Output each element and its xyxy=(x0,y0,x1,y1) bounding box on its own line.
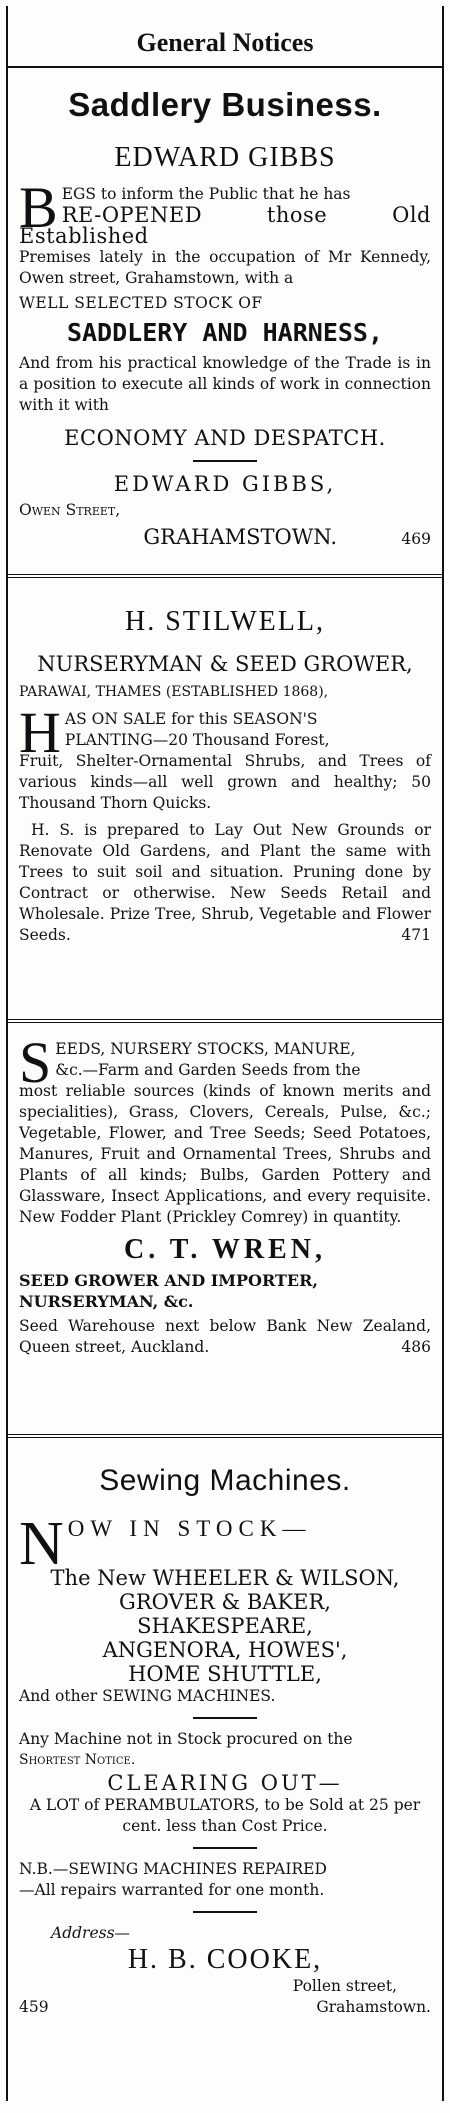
ad-sewing xyxy=(8,1438,442,2018)
intro-paragraph xyxy=(19,1030,431,1228)
notice-line: Any Machine not in Stock procured on the xyxy=(19,1730,353,1748)
signature-street: Owen Street, xyxy=(19,501,121,519)
notice-line-2: Shortest Notice. xyxy=(19,1752,136,1768)
ad-heading: Sewing Machines. xyxy=(99,1464,351,1497)
intro-line: PLANTING—20 Thousand Forest, xyxy=(64,731,330,749)
pram-line: A LOT of PERAMBULATORS, to be Sold at 25 per cent. less than Cost Price. xyxy=(29,1796,421,1835)
ad-saddlery xyxy=(8,68,442,578)
repairs-line: N.B.—SEWING MACHINES REPAIRED xyxy=(19,1860,327,1878)
goods-line: SADDLERY AND HARNESS, xyxy=(66,318,384,347)
intro-text: Fruit, Shelter-Ornamental Shrubs, and Trees of various kinds—all well grown and healthy; 50 Thousand Thorn Quicks. xyxy=(19,752,431,812)
ad-number: 471 xyxy=(401,926,431,944)
ad-number: 486 xyxy=(401,1338,431,1356)
dealer-name: H. B. COOKE, xyxy=(127,1944,323,1975)
address-line xyxy=(19,1316,431,1358)
intro-line: RE-OPENED those Old Established xyxy=(19,203,431,248)
drop-cap: N xyxy=(19,1510,64,1578)
intro-line: EEDS, NURSERY STOCKS, MANURE, xyxy=(55,1040,356,1058)
dealer-street: Pollen street, xyxy=(292,1977,397,1995)
intro-paragraph xyxy=(19,175,431,289)
intro-text: most reliable sources (kinds of known merits and specialities), Grass, Clovers, Cereals, Pulse, &c.; Vegetable, Flower, and Tree Seeds; Seed Potatoes, Manures, Fruit and Ornamental Trees, Shrubs and Plants of all kinds; Bulbs, Garden Pottery and Glassware, Insect Applications, and every requisite. New Fodder Plant (Prickley Comrey) in quantity. xyxy=(19,1082,431,1226)
intro-line: EGS to inform the Public that he has xyxy=(61,185,351,203)
drop-cap: S xyxy=(19,1030,52,1095)
trade-line: NURSERYMAN & SEED GROWER, xyxy=(37,652,413,676)
divider-rule xyxy=(193,1847,257,1849)
newspaper-column xyxy=(6,6,444,2101)
machine-line: The New WHEELER & WILSON, xyxy=(50,1566,400,1590)
signature-town-row xyxy=(19,527,431,550)
nursery-name: H. STILWELL, xyxy=(125,606,325,637)
divider-rule xyxy=(193,460,257,462)
repairs-line-2: —All repairs warranted for one month. xyxy=(19,1881,325,1899)
dealer-town: Grahamstown. xyxy=(316,1998,431,2016)
ad-wren xyxy=(8,1023,442,1438)
intro-line: AS ON SALE for this SEASON'S xyxy=(64,710,318,728)
ad-heading: Saddlery Business. xyxy=(68,86,382,123)
machine-line: SHAKESPEARE, xyxy=(137,1614,313,1638)
drop-cap: H xyxy=(19,700,61,765)
address-text: Seed Warehouse next below Bank New Zealand, Queen street, Auckland. xyxy=(19,1317,431,1356)
drop-cap: B xyxy=(19,175,58,240)
ad-number: 469 xyxy=(401,530,431,548)
machine-line: HOME SHUTTLE, xyxy=(128,1662,322,1686)
signature-name: EDWARD GIBBS, xyxy=(113,472,337,496)
intro-line: &c.—Farm and Garden Seeds from the xyxy=(55,1061,361,1079)
services-paragraph xyxy=(19,820,431,946)
ad-stilwell xyxy=(8,578,442,1023)
clearing-line: CLEARING OUT— xyxy=(107,1771,343,1795)
proprietor-name: EDWARD GIBBS xyxy=(114,142,336,173)
seller-name: C. T. WREN, xyxy=(124,1234,326,1265)
motto-line: ECONOMY AND DESPATCH. xyxy=(64,426,386,450)
stock-line: WELL SELECTED STOCK OF xyxy=(19,294,263,312)
trade-paragraph: And from his practical knowledge of the Trade is in a position to execute all kinds of work in connection with it with xyxy=(19,354,431,414)
ad-number: 459 xyxy=(19,1998,49,2016)
divider-rule xyxy=(193,1717,257,1719)
section-header: General Notices xyxy=(8,6,442,68)
trade-line-2: NURSERYMAN, &c. xyxy=(19,1292,194,1311)
address-label: Address— xyxy=(51,1924,131,1942)
intro-paragraph xyxy=(19,700,431,814)
signature-town: GRAHAMSTOWN. xyxy=(143,525,338,549)
divider-rule xyxy=(193,1911,257,1913)
dealer-town-row xyxy=(19,1997,431,2018)
intro-text: Premises lately in the occupation of Mr Kennedy, Owen street, Grahamstown, with a xyxy=(19,248,431,287)
services-text: H. S. is prepared to Lay Out New Grounds or Renovate Old Gardens, and Plant the same with Trees to suit soil and situation. Pruning done by Contract or otherwise. New Seeds Retail and Wholesale. Prize Tree, Shrub, Vegetable and Flower Seeds. xyxy=(19,821,431,944)
intro-text: OW IN STOCK— xyxy=(67,1516,312,1541)
location-line: PARAWAI, THAMES (ESTABLISHED 1868), xyxy=(19,684,329,700)
trade-line: SEED GROWER AND IMPORTER, xyxy=(19,1271,318,1290)
machine-line: And other SEWING MACHINES. xyxy=(19,1687,276,1705)
machine-line: ANGENORA, HOWES', xyxy=(102,1638,348,1662)
machine-line: GROVER & BAKER, xyxy=(119,1590,331,1614)
